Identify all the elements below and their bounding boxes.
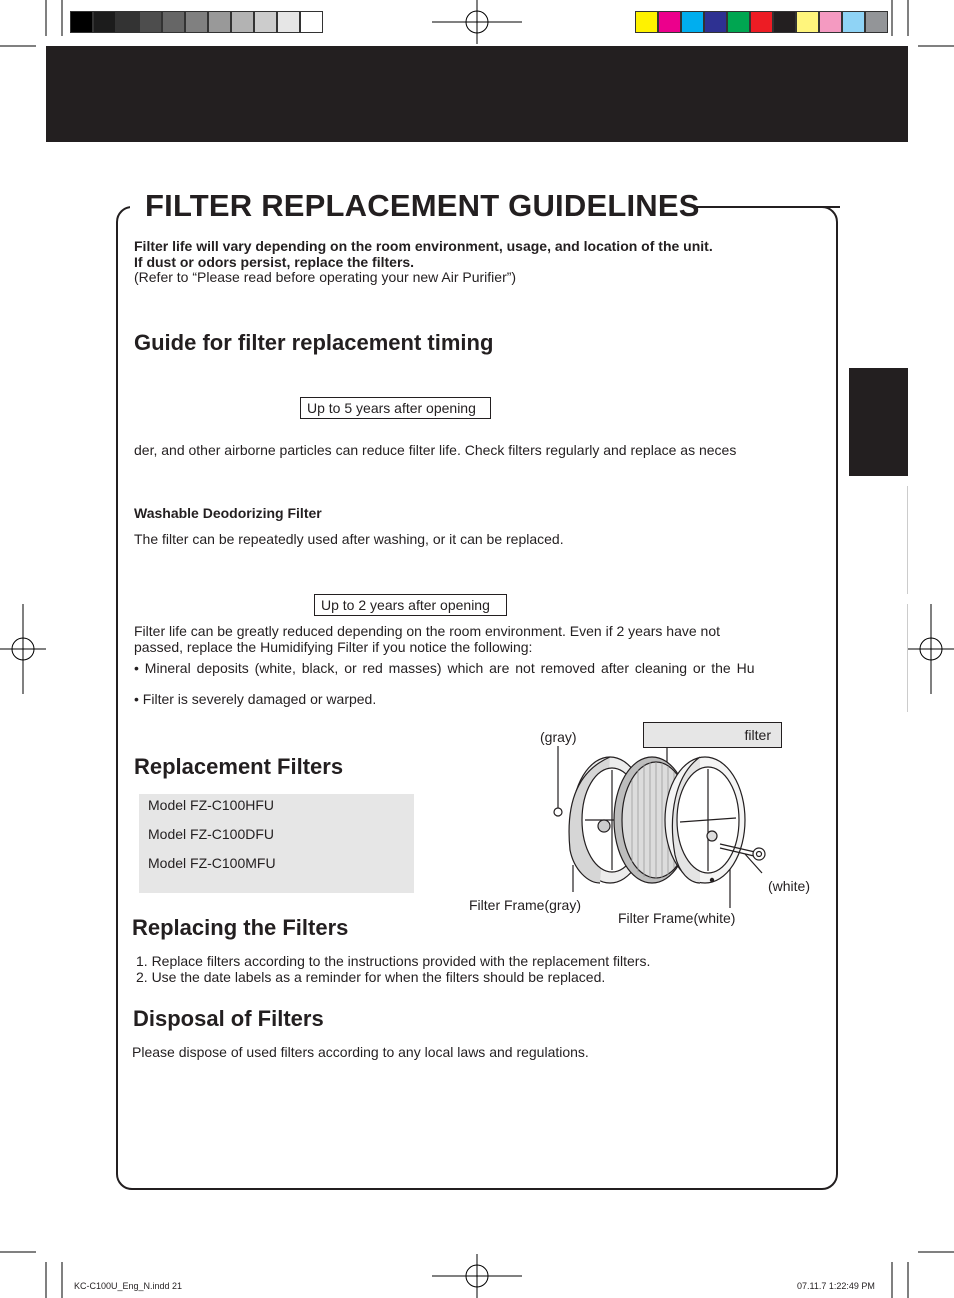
deodorizing-text: The filter can be repeatedly used after washing, or it can be replaced. [134,531,564,547]
deodorizing-title: Washable Deodorizing Filter [134,505,322,521]
footer-timestamp: 07.11.7 1:22:49 PM [797,1281,875,1291]
section-tab [849,368,908,476]
label-filter: filter [744,727,771,743]
filter-diagram [540,740,780,910]
footer-filename: KC-C100U_Eng_N.indd 21 [74,1281,183,1291]
humid-text-2: passed, replace the Humidifying Filter if you notice the following: [134,639,533,655]
header-band [46,46,908,142]
side-divider [907,486,908,594]
replacing-heading: Replacing the Filters [132,915,349,940]
humid-life-box: Up to 2 years after opening [314,594,507,616]
title-rule [700,206,840,208]
guide-heading: Guide for filter replacement timing [134,330,494,355]
intro-line-2: If dust or odors persist, replace the filters. [134,254,415,270]
model-item: Model FZ-C100HFU [148,797,275,813]
model-item: Model FZ-C100MFU [148,855,276,871]
label-white: (white) [768,878,811,894]
side-divider [907,604,908,712]
intro-line-1: Filter life will vary depending on the room environment, usage, and location of the unit. [134,238,713,254]
humid-text-1: Filter life can be greatly reduced depending on the room environment. Even if 2 years have not [134,623,721,639]
replacement-heading: Replacement Filters [134,754,344,779]
hepa-life-box: Up to 5 years after opening [300,397,491,419]
disposal-heading: Disposal of Filters [133,1006,324,1031]
model-item: Model FZ-C100DFU [148,826,275,842]
replacing-step-1: 1. Replace filters according to the instructions provided with the replacement filters. [136,953,651,969]
replacing-step-2: 2. Use the date labels as a reminder for when the filters should be replaced. [136,969,606,985]
disposal-text: Please dispose of used filters according to any local laws and regulations. [132,1044,589,1060]
humid-bullet-2: • Filter is severely damaged or warped. [134,691,377,707]
label-frame-gray: Filter Frame(gray) [469,897,582,913]
humid-bullet-1: • Mineral deposits (white, black, or red masses) which are not removed after cleaning or the Hu [134,660,755,676]
page-title: FILTER REPLACEMENT GUIDELINES [145,188,700,223]
label-frame-white: Filter Frame(white) [618,910,736,926]
intro-line-3: (Refer to “Please read before operating your new Air Purifier”) [134,269,517,285]
label-gray: (gray) [540,729,577,745]
hepa-note: der, and other airborne particles can reduce filter life. Check filters regularly and replace as neces [134,442,737,458]
